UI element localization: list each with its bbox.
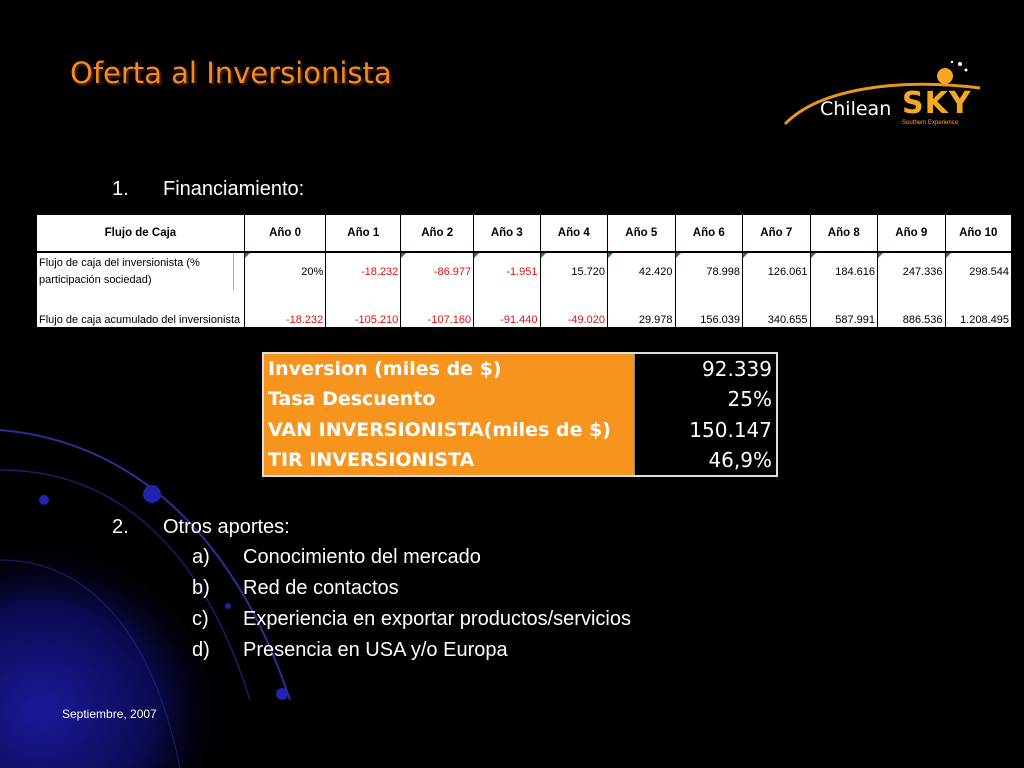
logo-sky-text: SKY [902, 86, 972, 121]
table-cell: 29.978 [608, 290, 676, 327]
list-item: Presencia en USA y/o Europa [243, 639, 508, 661]
section2-number: 2. [112, 516, 129, 538]
summary-label: Inversion (miles de $) [263, 353, 635, 384]
logo-brand-text: Chilean [820, 98, 892, 120]
table-cell: 340.655 [743, 290, 811, 327]
header-cell: Año 7 [743, 215, 811, 253]
footer-date: Septiembre, 2007 [62, 707, 157, 721]
summary-row [263, 384, 777, 414]
summary-label: VAN INVERSIONISTA(miles de $) [263, 414, 635, 444]
table-header-row [37, 215, 1012, 253]
row-label-cell [37, 252, 245, 290]
table-cell: -91.440 [474, 290, 540, 327]
summary-label: TIR INVERSIONISTA [263, 445, 635, 476]
header-cell: Año 0 [244, 215, 325, 253]
row-label: Flujo de caja del inversionista (% participación sociedad) [37, 253, 234, 290]
table-cell: -107.160 [401, 290, 474, 327]
table-cell: 1.208.495 [945, 290, 1011, 327]
header-cell: Año 5 [608, 215, 676, 253]
table-cell: 15.720 [540, 252, 608, 290]
header-cell: Año 10 [945, 215, 1011, 253]
list-item-letter: b) [192, 577, 210, 599]
header-cell: Año 2 [401, 215, 474, 253]
list-item: Conocimiento del mercado [243, 546, 481, 568]
table-cell: 78.998 [675, 252, 743, 290]
list-item-letter: d) [192, 639, 210, 661]
table-cell: 20% [244, 252, 325, 290]
section2-label: Otros aportes: [163, 516, 290, 538]
header-cell: Año 3 [474, 215, 540, 253]
table-cell: -1.951 [474, 252, 540, 290]
header-cell: Flujo de Caja [37, 215, 245, 253]
section1-number: 1. [112, 178, 129, 200]
summary-value: 150.147 [635, 414, 778, 444]
slide-title: Oferta al Inversionista [70, 56, 392, 90]
table-cell: -105.210 [326, 290, 401, 327]
row-label: Flujo de caja acumulado del inversionista [37, 290, 245, 327]
table-cell: 126.061 [743, 252, 811, 290]
summary-label: Tasa Descuento [263, 384, 635, 414]
list-item: Experiencia en exportar productos/servicios [243, 608, 631, 630]
list-item-letter: c) [192, 608, 209, 630]
table-cell: 156.039 [675, 290, 743, 327]
table-cell: 184.616 [810, 252, 878, 290]
table-row [37, 290, 1012, 327]
list-item: Red de contactos [243, 577, 399, 599]
header-cell: Año 8 [810, 215, 878, 253]
table-cell: 587.991 [810, 290, 878, 327]
header-cell: Año 9 [878, 215, 946, 253]
table-cell: 42.420 [608, 252, 676, 290]
header-cell: Año 6 [675, 215, 743, 253]
list-item-letter: a) [192, 546, 210, 568]
summary-row [263, 414, 777, 444]
table-cell: -86.977 [401, 252, 474, 290]
table-cell: -18.232 [244, 290, 325, 327]
section1-label: Financiamiento: [163, 178, 305, 200]
logo-tagline: Southern Experience [902, 120, 959, 126]
table-row [37, 252, 1012, 290]
table-cell: 247.336 [878, 252, 946, 290]
table-cell: -49.020 [540, 290, 608, 327]
table-cell: 298.544 [945, 252, 1011, 290]
table-cell: -18.232 [326, 252, 401, 290]
summary-value: 25% [635, 384, 778, 414]
table-cell: 886.536 [878, 290, 946, 327]
inversion-summary-table [262, 352, 778, 477]
header-cell: Año 4 [540, 215, 608, 253]
header-cell: Año 1 [326, 215, 401, 253]
flujo-caja-table [36, 214, 1012, 327]
summary-value: 92.339 [635, 353, 778, 384]
summary-row [263, 353, 777, 384]
summary-value: 46,9% [635, 445, 778, 476]
summary-row [263, 445, 777, 476]
